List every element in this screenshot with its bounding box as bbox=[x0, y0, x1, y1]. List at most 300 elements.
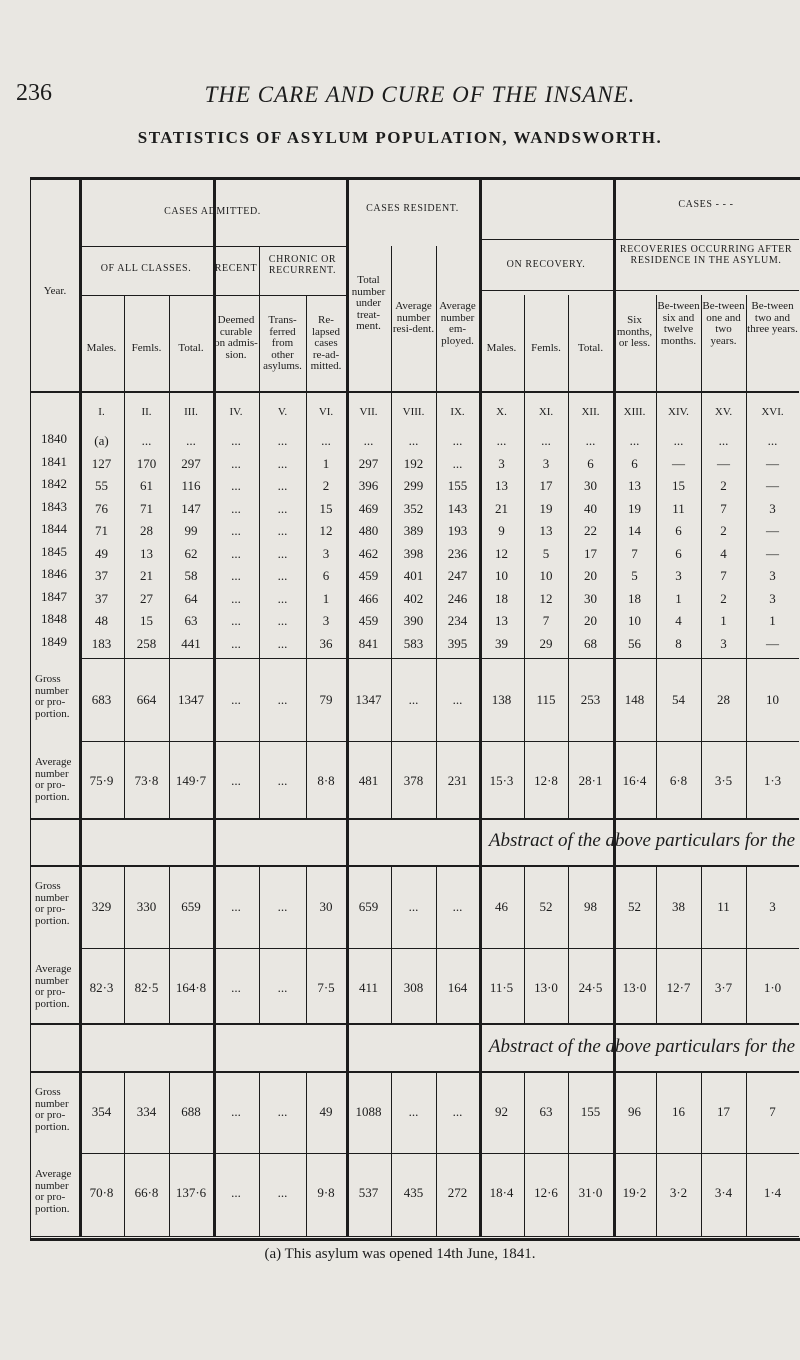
abstract-cell: ... bbox=[408, 1104, 419, 1119]
data-cell: ... bbox=[186, 433, 196, 448]
year-label: 1840 bbox=[41, 431, 67, 446]
data-cell: 1 bbox=[322, 590, 330, 606]
column-header: Average number em-ployed. bbox=[439, 300, 476, 347]
data-cell: 6 bbox=[631, 455, 638, 471]
data-cell: ... bbox=[673, 433, 684, 448]
column-header: Total number under treat-ment. bbox=[351, 274, 386, 333]
column-numeral: III. bbox=[184, 406, 198, 418]
column-numeral: XV. bbox=[714, 406, 733, 418]
data-cell: 20 bbox=[584, 568, 597, 583]
column-numeral: VIII. bbox=[402, 406, 425, 418]
column-numeral: X. bbox=[496, 406, 507, 418]
data-cell: 127 bbox=[91, 455, 112, 471]
data-cell: 13 bbox=[495, 478, 508, 493]
summary-cell: 3·5 bbox=[714, 773, 733, 788]
summary-cell: 1347 bbox=[355, 692, 382, 707]
data-cell: ... bbox=[496, 433, 507, 448]
summary-cell: 1·3 bbox=[763, 773, 782, 788]
column-rule bbox=[479, 180, 482, 1236]
row-rule bbox=[79, 1153, 799, 1154]
data-cell: ... bbox=[452, 455, 463, 471]
column-rule bbox=[701, 391, 702, 658]
abstract-cell: ... bbox=[231, 1185, 241, 1200]
data-cell: ... bbox=[629, 433, 640, 448]
data-cell: 247 bbox=[447, 568, 468, 583]
data-cell: 396 bbox=[358, 478, 379, 493]
data-cell: 13 bbox=[495, 613, 508, 628]
summary-cell: 75·9 bbox=[89, 773, 114, 788]
abstract-cell: ... bbox=[277, 1185, 288, 1200]
column-header: Be-tween six and twelve months. bbox=[657, 300, 700, 347]
column-rule bbox=[656, 391, 657, 658]
column-numeral: XII. bbox=[581, 406, 600, 418]
data-cell: 5 bbox=[631, 568, 638, 583]
data-cell: 441 bbox=[181, 635, 201, 651]
abstract-row-label: Gross number or pro-portion. bbox=[35, 1086, 70, 1133]
data-cell: 62 bbox=[184, 545, 198, 561]
data-cell: ... bbox=[231, 545, 241, 561]
row-rule bbox=[479, 239, 799, 240]
data-cell: 352 bbox=[403, 500, 424, 516]
data-cell: ... bbox=[363, 433, 374, 448]
row-rule bbox=[79, 948, 799, 949]
group-cases: CASES - - - bbox=[678, 199, 734, 210]
summary-cell: 253 bbox=[580, 692, 601, 707]
data-cell: 147 bbox=[181, 500, 201, 516]
data-cell: 7 bbox=[720, 568, 727, 583]
abstract-cell: 164·8 bbox=[175, 980, 207, 995]
summary-cell: 6·8 bbox=[669, 773, 688, 788]
abstract-cell: 3·7 bbox=[714, 980, 733, 995]
data-cell: 390 bbox=[403, 613, 424, 628]
column-rule bbox=[259, 391, 260, 658]
data-cell: 2 bbox=[720, 478, 727, 493]
data-cell: 246 bbox=[447, 590, 468, 606]
data-cell: ... bbox=[231, 478, 241, 493]
data-cell: 17 bbox=[584, 545, 597, 561]
data-cell: 37 bbox=[95, 590, 108, 606]
column-header: Total. bbox=[577, 342, 604, 354]
data-cell: 21 bbox=[495, 500, 508, 516]
statistics-table bbox=[30, 177, 800, 1241]
data-cell: 27 bbox=[140, 590, 153, 606]
data-cell: ... bbox=[452, 433, 463, 448]
data-cell: 56 bbox=[628, 635, 641, 651]
abstract-cell: 63 bbox=[539, 1104, 553, 1119]
abstract-cell: 334 bbox=[136, 1104, 157, 1119]
abstract-cell: 659 bbox=[358, 899, 379, 914]
abstract-cell: ... bbox=[231, 899, 241, 914]
data-cell: 9 bbox=[498, 523, 505, 538]
data-cell: 12 bbox=[539, 590, 553, 606]
data-cell: 18 bbox=[628, 590, 641, 606]
data-cell: 4 bbox=[720, 545, 727, 561]
data-cell: 6 bbox=[587, 455, 594, 471]
data-cell: ... bbox=[277, 500, 288, 516]
abstract-cell: 354 bbox=[91, 1104, 112, 1119]
abstract-cell: 330 bbox=[136, 899, 157, 914]
data-cell: 193 bbox=[447, 523, 468, 538]
row-rule bbox=[31, 865, 799, 867]
data-cell: — bbox=[766, 455, 779, 471]
data-cell: ... bbox=[277, 545, 288, 561]
data-cell: 395 bbox=[447, 635, 468, 651]
summary-cell: 138 bbox=[491, 692, 512, 707]
column-header: Males. bbox=[86, 342, 117, 354]
abstract-cell: 17 bbox=[717, 1104, 730, 1119]
abstract-cell: ... bbox=[452, 899, 463, 914]
group-of-all-classes: OF ALL CLASSES. bbox=[100, 263, 192, 274]
group-cases-resident: CASES RESIDENT. bbox=[366, 203, 459, 214]
data-cell: 7 bbox=[542, 613, 550, 628]
abstract-cell: 31·0 bbox=[578, 1185, 603, 1200]
year-label: 1843 bbox=[41, 498, 67, 514]
data-cell: 236 bbox=[447, 545, 468, 561]
year-label: 1841 bbox=[41, 453, 67, 469]
abstract-cell: 659 bbox=[181, 899, 201, 914]
data-cell: ... bbox=[231, 568, 241, 583]
summary-cell: 16·4 bbox=[622, 773, 647, 788]
data-cell: 3 bbox=[542, 455, 550, 471]
column-rule bbox=[306, 391, 307, 658]
data-cell: 13 bbox=[140, 545, 153, 561]
data-cell: 37 bbox=[95, 568, 108, 583]
abstract-cell: 52 bbox=[539, 899, 553, 914]
data-cell: 2 bbox=[720, 523, 727, 538]
data-cell: 64 bbox=[184, 590, 198, 606]
column-header: Six months, or less. bbox=[616, 314, 653, 350]
data-cell: 170 bbox=[136, 455, 157, 471]
data-cell: 4 bbox=[675, 613, 682, 628]
abstract-cell: 272 bbox=[447, 1185, 468, 1200]
abstract-cell: 11·5 bbox=[489, 980, 514, 995]
data-cell: — bbox=[766, 523, 779, 538]
data-cell: ... bbox=[541, 433, 551, 448]
data-cell: ... bbox=[585, 433, 596, 448]
data-cell: ... bbox=[321, 433, 331, 448]
data-cell: 1 bbox=[322, 455, 330, 471]
abstract-cell: 11 bbox=[717, 899, 730, 914]
page-number: 236 bbox=[16, 80, 52, 106]
data-cell: ... bbox=[141, 433, 152, 448]
column-rule bbox=[524, 391, 525, 658]
year-label: 1847 bbox=[41, 588, 67, 604]
data-cell: ... bbox=[767, 433, 778, 448]
data-cell: 17 bbox=[539, 478, 553, 493]
summary-cell: 54 bbox=[672, 692, 685, 707]
data-cell: 49 bbox=[95, 545, 108, 561]
summary-cell: 481 bbox=[358, 773, 379, 788]
data-cell: 143 bbox=[447, 500, 468, 516]
abstract-cell: 98 bbox=[584, 899, 597, 914]
summary-cell: 149·7 bbox=[175, 773, 207, 788]
abstract-cell: ... bbox=[452, 1104, 463, 1119]
data-cell: 7 bbox=[631, 545, 638, 561]
abstract-row-label: Average number or pro-portion. bbox=[35, 1168, 72, 1215]
group-chronic: CHRONIC OR RECURRENT. bbox=[268, 254, 337, 276]
abstract-cell: 537 bbox=[358, 1185, 379, 1200]
data-cell: 480 bbox=[358, 523, 379, 538]
data-cell: 1 bbox=[720, 613, 727, 628]
column-numeral: II. bbox=[141, 406, 152, 418]
data-cell: 40 bbox=[584, 500, 597, 516]
column-numeral: I. bbox=[98, 406, 105, 418]
data-cell: 1 bbox=[675, 590, 682, 606]
data-cell: 76 bbox=[95, 500, 108, 516]
data-cell: — bbox=[672, 455, 685, 471]
data-cell: 10 bbox=[495, 568, 508, 583]
data-cell: ... bbox=[277, 478, 288, 493]
data-cell: 459 bbox=[358, 568, 379, 583]
data-cell: 401 bbox=[403, 568, 424, 583]
column-numeral: XI. bbox=[538, 406, 554, 418]
row-rule bbox=[31, 1023, 799, 1025]
data-cell: ... bbox=[231, 523, 241, 538]
abstract-cell: 12·6 bbox=[534, 1185, 558, 1200]
column-numeral: XIV. bbox=[668, 406, 689, 418]
data-cell: — bbox=[766, 478, 779, 493]
row-rule bbox=[31, 818, 799, 820]
column-rule bbox=[436, 391, 437, 658]
column-header: Re-lapsed cases re-ad-mitted. bbox=[310, 314, 342, 373]
data-cell: 466 bbox=[358, 590, 379, 606]
year-label: 1844 bbox=[41, 521, 67, 536]
summary-cell: 10 bbox=[766, 692, 779, 707]
data-cell: 297 bbox=[358, 455, 379, 471]
abstract-cell: 688 bbox=[181, 1104, 201, 1119]
group-cases-admitted: CASES ADMITTED. bbox=[164, 206, 261, 217]
data-cell: 116 bbox=[181, 478, 201, 493]
data-cell: 258 bbox=[136, 635, 157, 651]
data-cell: 3 bbox=[675, 568, 682, 583]
data-cell: ... bbox=[231, 433, 241, 448]
abstract-cell: ... bbox=[277, 899, 288, 914]
abstract-cell: 30 bbox=[319, 899, 333, 914]
data-cell: 11 bbox=[672, 500, 685, 516]
column-header: Trans-ferred from other asylums. bbox=[263, 314, 302, 373]
abstract-cell: 12·7 bbox=[666, 980, 691, 995]
column-rule bbox=[391, 391, 392, 658]
abstract-cell: ... bbox=[277, 1104, 288, 1119]
data-cell: 2 bbox=[322, 478, 330, 493]
abstract-cell: 92 bbox=[495, 1104, 508, 1119]
summary-cell: ... bbox=[277, 692, 288, 707]
abstract-cell: 19·2 bbox=[622, 1185, 647, 1200]
data-cell: 459 bbox=[358, 613, 379, 628]
summary-cell: ... bbox=[408, 692, 419, 707]
summary-cell: 28·1 bbox=[578, 773, 603, 788]
group-recoveries: RECOVERIES OCCURRING AFTER RESIDENCE IN THE ASYLUM. bbox=[619, 244, 793, 266]
row-rule bbox=[79, 741, 799, 742]
abstract-cell: 18·4 bbox=[489, 1185, 514, 1200]
group-recent: RECENT bbox=[214, 263, 258, 274]
data-cell: ... bbox=[277, 455, 288, 471]
abstract-cell: 329 bbox=[91, 899, 112, 914]
summary-cell: 378 bbox=[403, 773, 424, 788]
footnote: (a) This asylum was opened 14th June, 1841. bbox=[264, 1246, 536, 1262]
row-rule bbox=[479, 290, 799, 291]
abstract-title: Abstract of the above particulars for the bbox=[488, 830, 795, 851]
summary-cell: 664 bbox=[136, 692, 157, 707]
data-cell: 71 bbox=[95, 523, 108, 538]
running-head: THE CARE AND CURE OF THE INSANE. bbox=[204, 82, 636, 107]
data-cell: ... bbox=[231, 613, 241, 628]
summary-cell: ... bbox=[277, 773, 288, 788]
data-cell: ... bbox=[277, 635, 288, 651]
abstract-cell: 164 bbox=[447, 980, 468, 995]
summary-cell: 1347 bbox=[178, 692, 204, 707]
data-cell: — bbox=[766, 545, 779, 561]
data-cell: 22 bbox=[584, 523, 597, 538]
summary-cell: 115 bbox=[536, 692, 556, 707]
data-cell: 68 bbox=[584, 635, 597, 651]
data-cell: 1 bbox=[769, 613, 776, 628]
abstract-cell: 49 bbox=[319, 1104, 333, 1119]
data-cell: ... bbox=[277, 433, 288, 448]
summary-cell: 15·3 bbox=[489, 773, 514, 788]
data-cell: 234 bbox=[447, 613, 468, 628]
abstract-cell: ... bbox=[408, 899, 419, 914]
year-header: Year. bbox=[43, 285, 67, 297]
data-cell: ... bbox=[231, 500, 241, 516]
column-header: Average number resi-dent. bbox=[392, 300, 435, 336]
data-cell: 6 bbox=[322, 568, 330, 583]
column-header: Be-tween two and three years. bbox=[747, 300, 798, 336]
data-cell: 71 bbox=[140, 500, 153, 516]
abstract-cell: 24·5 bbox=[578, 980, 603, 995]
data-cell: 10 bbox=[539, 568, 553, 583]
abstract-cell: 308 bbox=[403, 980, 424, 995]
column-header: Femls. bbox=[531, 342, 561, 354]
column-numeral: VII. bbox=[359, 406, 378, 418]
summary-cell: 148 bbox=[624, 692, 645, 707]
row-rule bbox=[31, 391, 799, 393]
abstract-cell: 411 bbox=[358, 980, 379, 995]
data-cell: 6 bbox=[675, 523, 682, 538]
year-label: 1845 bbox=[41, 543, 67, 559]
row-rule bbox=[31, 1236, 799, 1237]
data-cell: 8 bbox=[675, 635, 682, 651]
summary-label: Average number or pro-portion. bbox=[35, 756, 72, 803]
data-cell: 7 bbox=[720, 500, 727, 516]
abstract-row-label: Average number or pro-portion. bbox=[35, 963, 72, 1010]
abstract-cell: 96 bbox=[628, 1104, 641, 1119]
summary-label: Gross number or pro-portion. bbox=[35, 673, 70, 720]
abstract-cell: ... bbox=[231, 1104, 241, 1119]
data-cell: 39 bbox=[495, 635, 508, 651]
data-cell: 18 bbox=[495, 590, 508, 606]
abstract-cell: 1088 bbox=[355, 1104, 382, 1119]
data-cell: — bbox=[766, 635, 779, 651]
data-cell: 19 bbox=[628, 500, 641, 516]
abstract-cell: 13·0 bbox=[622, 980, 647, 995]
data-cell: 5 bbox=[542, 545, 550, 561]
data-cell: 297 bbox=[181, 455, 201, 471]
summary-cell: 231 bbox=[447, 773, 468, 788]
abstract-cell: ... bbox=[231, 980, 241, 995]
column-numeral: V. bbox=[277, 406, 288, 418]
summary-cell: ... bbox=[231, 773, 241, 788]
abstract-cell: 7 bbox=[769, 1104, 776, 1119]
abstract-cell: 435 bbox=[403, 1185, 424, 1200]
data-cell: (a) bbox=[94, 433, 109, 448]
abstract-cell: 9·8 bbox=[317, 1185, 335, 1200]
abstract-cell: 16 bbox=[672, 1104, 685, 1119]
column-header: Males. bbox=[486, 342, 517, 354]
column-numeral: IX. bbox=[450, 406, 465, 418]
data-cell: 3 bbox=[769, 500, 776, 516]
data-cell: ... bbox=[231, 635, 241, 651]
abstract-title: Abstract of the above particulars for the bbox=[488, 1036, 795, 1057]
row-rule bbox=[79, 246, 346, 247]
data-cell: 19 bbox=[539, 500, 553, 516]
data-cell: 2 bbox=[720, 590, 727, 606]
data-cell: 55 bbox=[95, 478, 108, 493]
year-label: 1849 bbox=[41, 633, 67, 649]
data-cell: 12 bbox=[495, 545, 508, 561]
summary-cell: 8·8 bbox=[317, 773, 335, 788]
data-cell: 15 bbox=[319, 500, 333, 516]
abstract-cell: 7·5 bbox=[317, 980, 335, 995]
data-cell: 13 bbox=[628, 478, 641, 493]
data-cell: 192 bbox=[403, 455, 424, 471]
data-cell: 12 bbox=[319, 523, 333, 538]
column-rule bbox=[568, 391, 569, 658]
column-numeral: IV. bbox=[229, 406, 243, 418]
data-cell: 58 bbox=[184, 568, 198, 583]
column-numeral: VI. bbox=[318, 406, 334, 418]
table-title: STATISTICS OF ASYLUM POPULATION, WANDSWORTH. bbox=[137, 128, 663, 147]
data-cell: — bbox=[717, 455, 730, 471]
abstract-cell: 1·0 bbox=[763, 980, 782, 995]
data-cell: 3 bbox=[498, 455, 505, 471]
data-cell: ... bbox=[277, 613, 288, 628]
column-numeral: XVI. bbox=[761, 406, 784, 418]
data-cell: 3 bbox=[769, 568, 776, 583]
data-cell: 6 bbox=[675, 545, 682, 561]
data-cell: ... bbox=[231, 590, 241, 606]
data-cell: 3 bbox=[769, 590, 776, 606]
data-cell: 462 bbox=[358, 545, 379, 561]
data-cell: 21 bbox=[140, 568, 153, 583]
abstract-row-label: Gross number or pro-portion. bbox=[35, 880, 70, 927]
column-header: Total. bbox=[178, 342, 204, 354]
data-cell: 3 bbox=[720, 635, 727, 651]
abstract-cell: 52 bbox=[628, 899, 641, 914]
column-rule bbox=[124, 391, 125, 658]
data-cell: 63 bbox=[184, 613, 198, 628]
abstract-cell: 13·0 bbox=[534, 980, 558, 995]
column-rule bbox=[346, 180, 349, 1236]
data-cell: 402 bbox=[403, 590, 424, 606]
year-label: 1842 bbox=[41, 476, 67, 491]
data-cell: ... bbox=[408, 433, 419, 448]
column-numeral: XIII. bbox=[623, 406, 646, 418]
abstract-cell: 66·8 bbox=[134, 1185, 159, 1200]
year-label: 1846 bbox=[41, 566, 67, 581]
data-cell: ... bbox=[277, 568, 288, 583]
summary-cell: ... bbox=[452, 692, 463, 707]
data-cell: 28 bbox=[140, 523, 153, 538]
column-header: Be-tween one and two years. bbox=[702, 300, 745, 347]
data-cell: 299 bbox=[403, 478, 424, 493]
column-header: Femls. bbox=[131, 342, 162, 354]
column-rule bbox=[169, 391, 170, 658]
abstract-cell: 137·6 bbox=[175, 1185, 207, 1200]
abstract-cell: 3·4 bbox=[714, 1185, 733, 1200]
data-cell: 3 bbox=[322, 613, 330, 628]
column-rule bbox=[79, 180, 82, 1236]
